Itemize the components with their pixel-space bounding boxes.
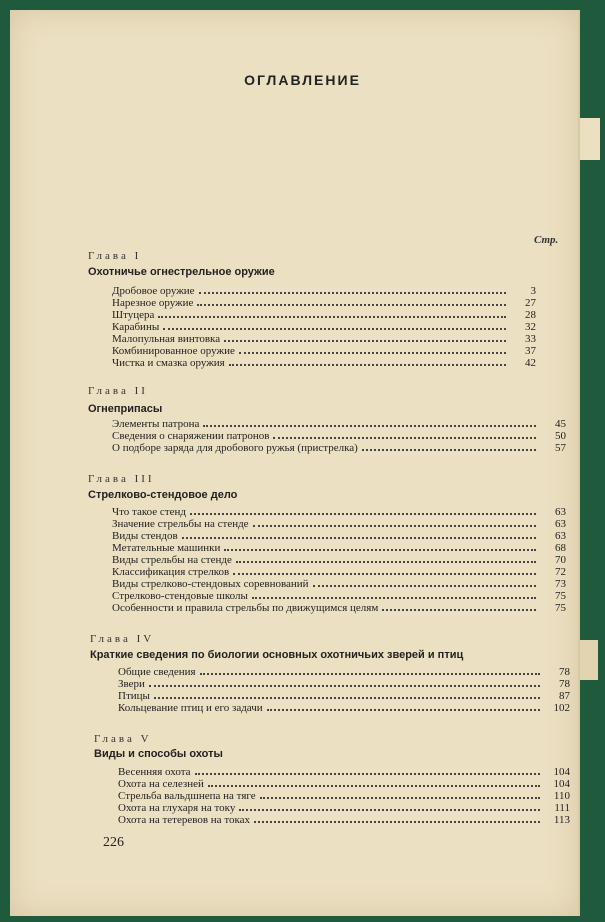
toc-entry: Виды стрельбы на стенде 70: [112, 554, 566, 566]
toc-entry: Комбинированное оружие 37: [112, 345, 536, 357]
toc-entry: Особенности и правила стрельбы по движущимся целям 75: [112, 602, 566, 614]
toc-entry: Стрелково-стендовые школы 75: [112, 590, 566, 602]
toc-entry: Дробовое оружие 3: [112, 285, 536, 297]
toc-entry: О подборе заряда для дробового ружья (пристрелка) 57: [112, 442, 566, 454]
chapter-title: Огнеприпасы: [88, 403, 163, 415]
toc-entry: Классификация стрелков 72: [112, 566, 566, 578]
chapter-label: Глава V: [94, 733, 152, 745]
toc-entry: Элементы патрона 45: [112, 418, 566, 430]
chapter-title: Стрелково-стендовое дело: [88, 489, 238, 501]
toc-entry: Общие сведения 78: [118, 666, 570, 678]
toc-entry: Сведения о снаряжении патронов 50: [112, 430, 566, 442]
toc-entry: Виды стендов 63: [112, 530, 566, 542]
chapter-label: Глава IV: [90, 633, 155, 645]
toc-entry: Нарезное оружие 27: [112, 297, 536, 309]
page-column-label: Стр.: [534, 234, 559, 246]
toc-entry: Карабины 32: [112, 321, 536, 333]
toc-entry: Весенняя охота 104: [118, 766, 570, 778]
page-edge-tab: [580, 640, 598, 680]
chapter-label: Глава I: [88, 250, 142, 262]
chapter-title: Виды и способы охоты: [94, 748, 223, 760]
chapter-label: Глава III: [88, 473, 155, 485]
chapter-title: Краткие сведения по биологии основных охотничьих зверей и птиц: [90, 649, 464, 661]
toc-entry: Значение стрельбы на стенде 63: [112, 518, 566, 530]
toc-entry: Охота на глухаря на току 111: [118, 802, 570, 814]
page-edge-tab: [580, 118, 600, 160]
toc-entry: Чистка и смазка оружия 42: [112, 357, 536, 369]
chapter-title: Охотничье огнестрельное оружие: [88, 266, 275, 278]
page-title: ОГЛАВЛЕНИЕ: [244, 72, 361, 88]
toc-entry: Штуцера 28: [112, 309, 536, 321]
toc-entry: Звери 78: [118, 678, 570, 690]
toc-entry: Метательные машинки 68: [112, 542, 566, 554]
toc-entry: Охота на селезней 104: [118, 778, 570, 790]
toc-entry: Стрельба вальдшнепа на тяге 110: [118, 790, 570, 802]
toc-entry: Птицы 87: [118, 690, 570, 702]
toc-entry: Кольцевание птиц и его задачи 102: [118, 702, 570, 714]
toc-entry: Что такое стенд 63: [112, 506, 566, 518]
toc-entry: Виды стрелково-стендовых соревнований 73: [112, 578, 566, 590]
toc-entry: Малопульная винтовка 33: [112, 333, 536, 345]
toc-entry: Охота на тетеревов на токах 113: [118, 814, 570, 826]
chapter-label: Глава II: [88, 385, 148, 397]
page-number: 226: [103, 835, 124, 850]
